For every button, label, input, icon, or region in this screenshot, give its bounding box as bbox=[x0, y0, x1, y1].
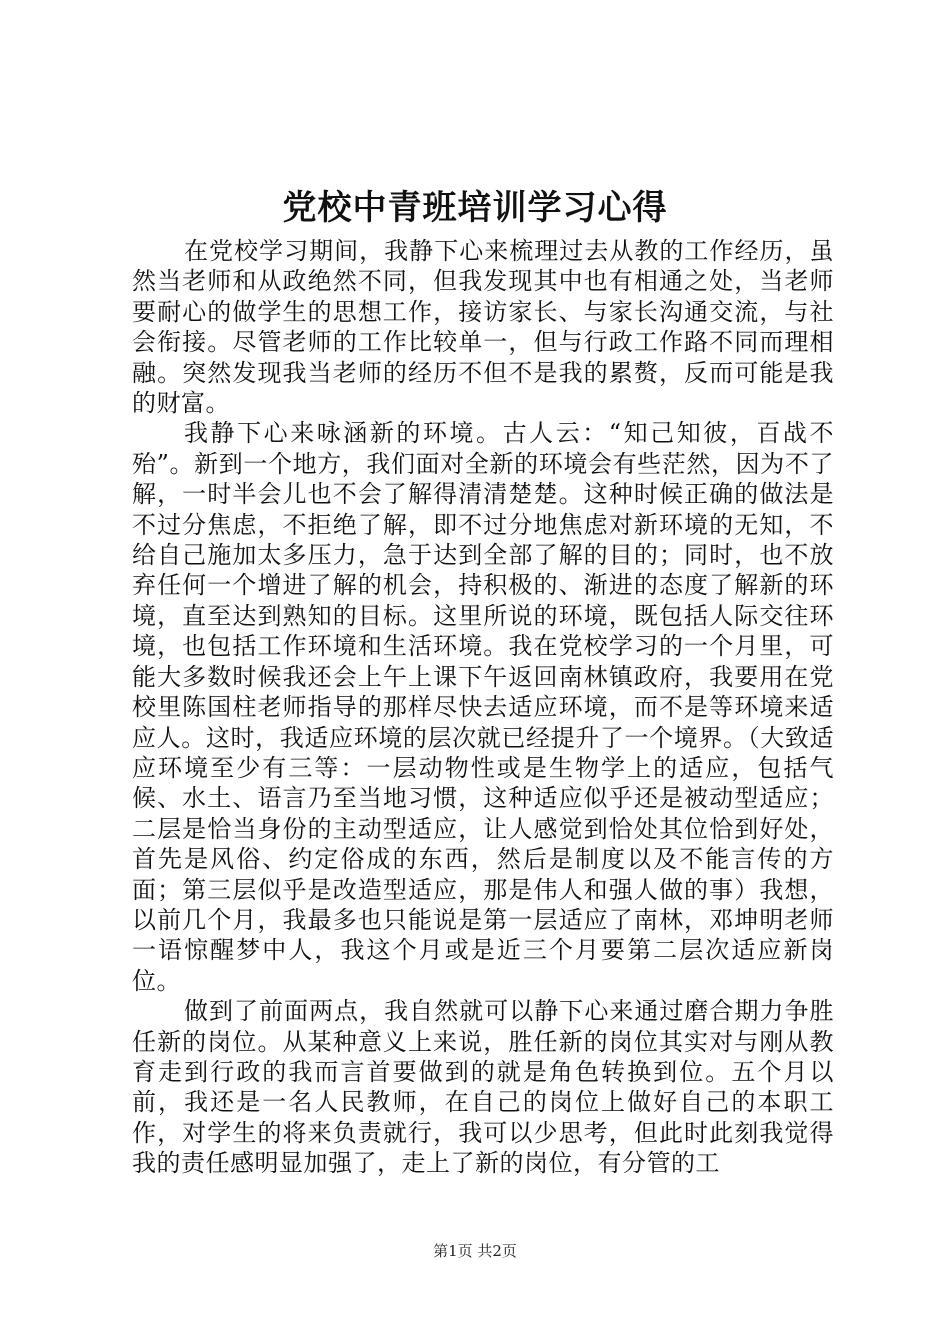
document-body bbox=[132, 236, 834, 1179]
document-title: 党校中青班培训学习心得 bbox=[282, 188, 668, 228]
paragraph: 在党校学习期间，我静下心来梳理过去从教的工作经历，虽然当老师和从政绝然不同，但我发现其中也有相通之处，当老师要耐心的做学生的思想工作，接访家长、与家长沟通交流，与社会衔接。尽管老师的工作比较单一，但与行政工作路不同而理相融。突然发现我当老师的经历不但不是我的累赘，反而可能是我的财富。 bbox=[132, 237, 834, 418]
paragraph: 做到了前面两点，我自然就可以静下心来通过磨合期力争胜任新的岗位。从某种意义上来说，胜任新的岗位其实对与刚从教育走到行政的我而言首要做到的就是角色转换到位。五个月以前，我还是一名人民教师，在自己的岗位上做好自己的本职工作，对学生的将来负责就行，我可以少思考，但此时此刻我觉得我的责任感明显加强了，走上了新的岗位，有分管的工 bbox=[132, 997, 834, 1178]
paragraph: 我静下心来咏涵新的环境。古人云：“知己知彼，百战不殆”。新到一个地方，我们面对全新的环境会有些茫然，因为不了解，一时半会儿也不会了解得清清楚楚。这种时候正确的做法是不过分焦虑，不拒绝了解，即不过分地焦虑对新环境的无知，不给自己施加太多压力，急于达到全部了解的目的；同时，也不放弃任何一个增进了解的机会，持积极的、渐进的态度了解新的环境，直至达到熟知的目标。这里所说的环境，既包括人际交往环境，也包括工作环境和生活环境。我在党校学习的一个月里，可能大多数时候我还会上午上课下午返回南林镇政府，我要用在党校里陈国柱老师指导的那样尽快去适应环境，而不是等环境来适应人。这时，我适应环境的层次就已经提升了一个境界。（大致适应环境至少有三等：一层动物性或是生物学上的适应，包括气候、水土、语言乃至当地习惯，这种适应似乎还是被动型适应；二层是恰当身份的主动型适应，让人感觉到恰处其位恰到好处，首先是风俗、约定俗成的东西，然后是制度以及不能言传的方面；第三层似乎是改造型适应，那是伟人和强人做的事）我想，以前几个月，我最多也只能说是第一层适应了南林，邓坤明老师一语惊醒梦中人，我这个月或是近三个月要第二层次适应新岗位。 bbox=[132, 419, 834, 995]
page-footer: 第1页 共2页 bbox=[433, 1242, 517, 1260]
